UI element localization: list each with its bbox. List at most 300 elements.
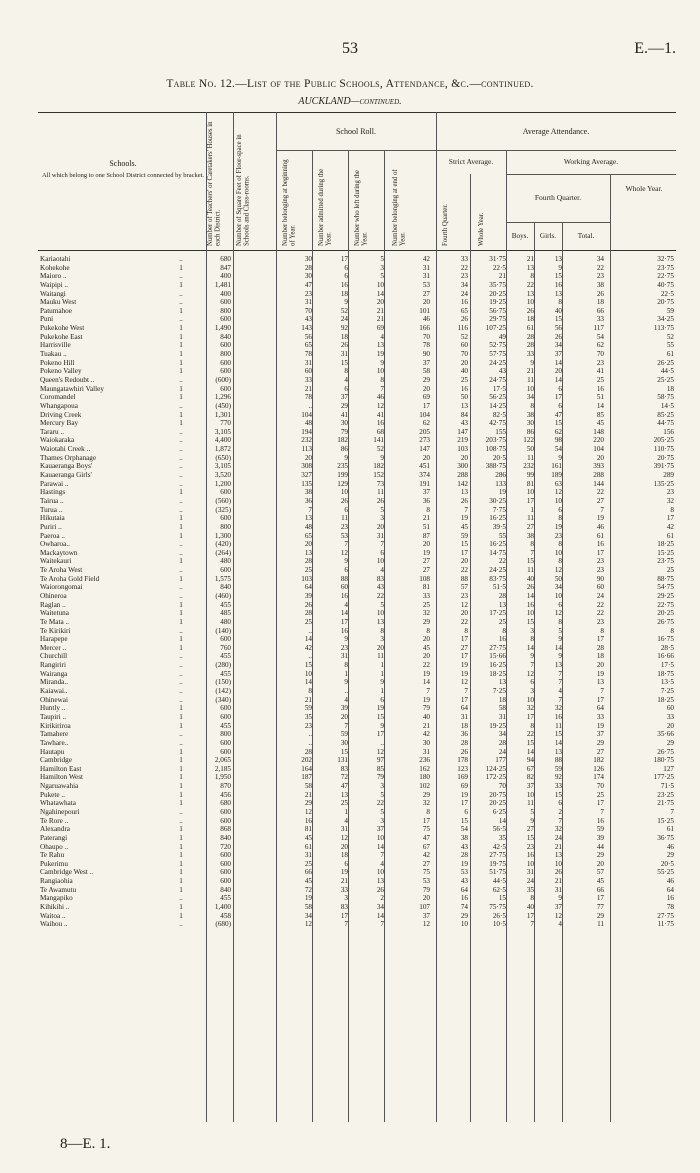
working-whole-year: 11·75 [657,920,674,929]
table-row [38,635,676,644]
working-whole-year: 55 [666,341,674,350]
floor-space: (340) [215,695,231,704]
roll-end: 108 [419,574,430,583]
roll-admitted: 199 [337,471,348,480]
strict-whole-year: 14·75 [489,548,506,557]
working-total: 25 [596,790,604,799]
school-name: Whatawhata [40,799,76,808]
roll-left: 8 [380,375,384,384]
strict-fourth-quarter: 20 [460,453,468,462]
school-name: Mercury Bay [40,419,79,428]
roll-admitted: 182 [337,436,348,445]
floor-space: 400 [220,289,231,298]
roll-left: 14 [376,289,384,298]
working-boys: 21 [526,367,534,376]
table-row [38,817,676,826]
floor-space: (680) [215,920,231,929]
floor-space: 600 [220,747,231,756]
teachers-houses: 1 [179,851,183,860]
roll-admitted: 3 [344,894,348,903]
working-whole-year: 20·75 [657,453,674,462]
working-total: 7 [600,687,604,696]
roll-end: 67 [422,842,430,851]
roll-left: 12 [376,401,384,410]
roll-left: 31 [376,531,384,540]
roll-admitted: 79 [340,427,348,436]
school-name: Tararu .. [40,427,65,436]
roll-left: 43 [376,583,384,592]
floor-space: 800 [220,522,231,531]
roll-end: 27 [422,557,430,566]
roll-beginning: 25 [304,859,312,868]
working-boys: 6 [530,678,534,687]
roll-end: 79 [422,885,430,894]
school-name: Te Aroha Gold Field [40,574,100,583]
strict-whole-year: 16 [498,635,506,644]
teachers-houses: .. [179,583,183,592]
floor-space: (460) [215,591,231,600]
working-total: 393 [593,462,604,471]
roll-admitted: 18 [340,851,348,860]
floor-space: 840 [220,583,231,592]
strict-average-header: Strict Average. [448,157,494,166]
strict-whole-year: 108·75 [485,445,506,454]
working-girls: 23 [554,531,562,540]
roll-admitted: 25 [340,799,348,808]
table-row [38,419,676,428]
working-total: 26 [596,289,604,298]
roll-beginning: 38 [304,488,312,497]
floor-space: 600 [220,704,231,713]
working-total: 20 [596,661,604,670]
strict-fourth-quarter: 20 [460,609,468,618]
roll-end: 87 [422,531,430,540]
working-boys: 10 [526,790,534,799]
strict-whole-year: 51·5 [492,583,506,592]
roll-beginning-header: Number belonging at beginning of Year. [282,159,297,246]
table-row [38,290,676,299]
working-boys: 17 [526,496,534,505]
working-girls: 7 [558,816,562,825]
working-whole-year: 25 [666,566,674,575]
roll-beginning: 308 [301,462,312,471]
roll-admitted: 10 [340,488,348,497]
roll-beginning: 202 [301,756,312,765]
strict-fourth-quarter: 300 [457,462,468,471]
strict-fourth-quarter: 59 [460,531,468,540]
working-boys: 35 [526,885,534,894]
teachers-houses: 1 [179,332,183,341]
school-name: Taupiri .. [40,712,67,721]
roll-end: 81 [422,583,430,592]
roll-left: 34 [376,903,384,912]
table-row [38,627,676,636]
floor-space: 600 [220,488,231,497]
floor-space: 600 [220,384,231,393]
working-total: 59 [596,825,604,834]
school-name: Te Mata .. [40,617,70,626]
floor-space: 3,105 [214,427,231,436]
floor-space: 1,296 [214,393,231,402]
strict-fourth-quarter: 19 [460,669,468,678]
roll-beginning: .. [308,626,312,635]
working-total: 117 [593,324,604,333]
school-name: Waitoa .. [40,911,66,920]
working-boys: 27 [526,522,534,531]
strict-fourth-quarter: 7 [464,505,468,514]
school-name: Turua .. [40,505,63,514]
table-row [38,324,676,333]
roll-beginning: 59 [304,704,312,713]
strict-fourth-quarter: 19 [460,661,468,670]
school-name: Te Kirikiri [40,626,71,635]
roll-end: 62 [422,419,430,428]
roll-admitted: 9 [344,453,348,462]
roll-end: 21 [422,721,430,730]
working-girls: 9 [558,453,562,462]
strict-fourth-quarter: 34 [460,280,468,289]
school-name: Waitekauri [40,557,72,566]
roll-admitted: 4 [344,816,348,825]
strict-fourth-quarter: 64 [460,885,468,894]
working-whole-year: 14·5 [660,401,674,410]
fourth-quarter-rule [506,222,610,223]
strict-whole-year: 26·5 [492,911,506,920]
floor-space: 1,490 [214,324,231,333]
strict-fourth-quarter: 27 [460,643,468,652]
strict-whole-year: 44·5 [492,877,506,886]
teachers-houses: .. [179,661,183,670]
floor-space: 840 [220,332,231,341]
strict-whole-year: 27·75 [489,643,506,652]
working-girls: 16 [554,280,562,289]
strict-fourth-quarter: 17 [460,695,468,704]
strict-whole-year: 133 [495,479,506,488]
roll-end: 75 [422,825,430,834]
working-total: 33 [596,315,604,324]
school-name: Cambridge West .. [40,868,94,877]
working-whole-year: 16 [666,894,674,903]
working-boys: 38 [526,531,534,540]
strict-whole-year: 18 [498,695,506,704]
strict-fourth-quarter: 57 [460,583,468,592]
working-boys: 9 [530,358,534,367]
working-whole-year: 26·75 [657,617,674,626]
roll-end: 29 [422,375,430,384]
working-total: 23 [596,358,604,367]
school-name: Ngaruawahia [40,782,79,791]
teachers-houses: .. [179,298,183,307]
strict-whole-year: 20·75 [489,790,506,799]
table-row [38,618,676,627]
strict-fourth-quarter: 10 [460,920,468,929]
working-boys: 15 [526,833,534,842]
working-whole-year: 88·75 [657,574,674,583]
working-boys: 11 [527,453,534,462]
roll-left: 10 [376,557,384,566]
strict-fourth-quarter: 8 [464,626,468,635]
roll-left: 10 [376,367,384,376]
working-boys: 94 [526,756,534,765]
strict-whole-year: 286 [495,471,506,480]
school-name: Paterangi [40,833,68,842]
teachers-houses: 1 [179,903,183,912]
working-boys: 10 [526,488,534,497]
roll-admitted: 17 [340,255,348,263]
roll-beginning: 58 [304,782,312,791]
working-boys: 11 [527,566,534,575]
strict-fourth-quarter: 50 [460,393,468,402]
school-name: Waitangi [40,289,66,298]
working-girls: 63 [554,479,562,488]
table-row [38,575,676,584]
roll-admitted: 9 [344,678,348,687]
working-total: 18 [596,652,604,661]
school-name: Raglan .. [40,600,66,609]
roll-end: 8 [426,505,430,514]
roll-left: 7 [380,851,384,860]
table-row [38,367,676,376]
school-name: Waipipi .. [40,280,68,289]
strict-whole-year: 52·75 [489,341,506,350]
roll-beginning: 23 [304,289,312,298]
roll-beginning: 45 [304,877,312,886]
strict-whole-year-header: Whole Year. [478,212,485,246]
working-girls: 6 [558,600,562,609]
roll-admitted: 41 [340,410,348,419]
roll-end: 42 [422,851,430,860]
school-name: Waiorongomai [40,583,83,592]
table-row [38,756,676,765]
strict-whole-year: 13 [498,678,506,687]
working-whole-year: 46 [666,842,674,851]
roll-end: 27 [422,566,430,575]
floor-space: 600 [220,877,231,886]
working-whole-year: 20·5 [660,859,674,868]
working-total: 22 [596,609,604,618]
working-whole-year: 28·5 [660,643,674,652]
roll-end: 37 [422,911,430,920]
working-total: 17 [596,799,604,808]
working-total: 77 [596,903,604,912]
teachers-houses-header: Number of Teachers' or Caretakers' Houses in each District. [207,121,222,246]
school-name: Mangapiko [40,894,73,903]
working-whole-year: 17·5 [660,661,674,670]
strict-whole-year: 24·25 [489,566,506,575]
working-total: 41 [596,367,604,376]
roll-left: 7 [380,540,384,549]
strict-whole-year: 6·25 [492,808,506,816]
roll-beginning: 16 [304,816,312,825]
table-row [38,272,676,281]
roll-admitted: 47 [340,782,348,791]
roll-beginning: 43 [304,315,312,324]
working-total: 60 [596,583,604,592]
roll-beginning: 19 [304,894,312,903]
roll-left: 5 [380,790,384,799]
roll-beginning: 33 [304,375,312,384]
table-row [38,687,676,696]
roll-admitted: 20 [340,712,348,721]
roll-admitted: 52 [340,306,348,315]
working-boys: 33 [526,350,534,359]
roll-beginning: 113 [301,445,312,454]
working-girls: 12 [554,911,562,920]
working-whole-year: 26·25 [657,358,674,367]
working-whole-year: 44·5 [660,367,674,376]
roll-admitted: 12 [340,833,348,842]
working-whole-year: 71·5 [660,782,674,791]
working-boys: 13 [526,263,534,272]
roll-beginning: 31 [304,851,312,860]
roll-admitted: 14 [340,609,348,618]
table-row [38,748,676,757]
working-girls: 9 [558,635,562,644]
roll-left: 19 [376,704,384,713]
working-average-header: Working Average. [563,157,619,166]
roll-beginning: 30 [304,255,312,263]
table-row [38,791,676,800]
working-total: 38 [596,280,604,289]
working-girls: 13 [554,255,562,263]
teachers-houses: 1 [179,782,183,791]
working-girls: 34 [554,341,562,350]
strict-whole-year: 14 [498,816,506,825]
floor-space: 4,400 [214,436,231,445]
school-name: Wairanga [40,669,68,678]
school-name: Ohineroa [40,591,67,600]
floor-space: 868 [220,825,231,834]
strict-fourth-quarter: 142 [457,479,468,488]
roll-end: 27 [422,859,430,868]
floor-space: 600 [220,738,231,747]
working-whole-year: 59 [666,306,674,315]
strict-fourth-quarter: 33 [460,255,468,263]
working-boys: 8 [530,894,534,903]
table-row [38,713,676,722]
strict-whole-year: 28 [498,738,506,747]
working-whole-year: 18·25 [657,540,674,549]
strict-fourth-quarter: 40 [460,367,468,376]
teachers-houses: 1 [179,419,183,428]
working-whole-year: 8 [670,505,674,514]
table-row [38,652,676,661]
roll-left: 1 [380,669,384,678]
roll-end: 162 [419,764,430,773]
roll-admitted: 24 [340,315,348,324]
floor-space: 400 [220,272,231,281]
strict-whole-year: 27·75 [489,851,506,860]
table-row [38,808,676,817]
floor-space: 600 [220,358,231,367]
table-row [38,298,676,307]
working-girls: 4 [558,920,562,929]
roll-left: 22 [376,591,384,600]
strict-fourth-quarter: 12 [460,678,468,687]
strict-fourth-quarter: 12 [460,600,468,609]
strict-fourth-quarter-header: Fourth Quarter. [442,204,449,246]
teachers-houses: 1 [179,410,183,419]
table-row [38,359,676,368]
roll-left: 3 [380,263,384,272]
roll-end: 58 [422,367,430,376]
roll-end: 8 [426,626,430,635]
table-row [38,877,676,886]
roll-end: 374 [419,471,430,480]
roll-end: 33 [422,591,430,600]
working-whole-year: 60 [666,704,674,713]
strict-whole-year: 14·25 [489,401,506,410]
floor-space: 3,520 [214,471,231,480]
strict-fourth-quarter: 169 [457,773,468,782]
working-total: 144 [593,479,604,488]
roll-beginning: 36 [304,496,312,505]
working-total: 17 [596,894,604,903]
floor-space: (280) [215,661,231,670]
floor-space: (600) [215,375,231,384]
working-boys: 7 [530,661,534,670]
strict-whole-year: 31 [498,712,506,721]
roll-left: 182 [373,462,384,471]
teachers-houses: 1 [179,868,183,877]
roll-end: 31 [422,272,430,281]
roll-admitted: 131 [337,756,348,765]
table-row [38,307,676,316]
strict-whole-year: 43 [498,367,506,376]
roll-left: 79 [376,773,384,782]
working-whole-year: 54·75 [657,583,674,592]
working-total: 37 [596,730,604,739]
roll-admitted: 26 [340,496,348,505]
strict-whole-year: 177 [495,756,506,765]
working-whole-year: 33 [666,712,674,721]
working-total: 33 [596,712,604,721]
teachers-houses: .. [179,894,183,903]
working-boys: 14 [526,747,534,756]
working-boys: 10 [526,695,534,704]
roll-left: 83 [376,574,384,583]
teachers-houses: .. [179,687,183,696]
teachers-houses: .. [179,401,183,410]
floor-space: (264) [215,548,231,557]
page-number: 53 [342,40,358,57]
working-boys: 11 [527,514,534,523]
working-girls: 11 [555,721,562,730]
working-girls: 33 [554,782,562,791]
roll-beginning: 34 [304,911,312,920]
roll-left: 68 [376,427,384,436]
working-whole-year: 35·66 [657,730,674,739]
working-whole-year: 18 [666,384,674,393]
roll-beginning: 65 [304,531,312,540]
teachers-houses: 1 [179,609,183,618]
floor-space: 600 [220,298,231,307]
working-boys: 3 [530,626,534,635]
floor-space: (650) [215,453,231,462]
roll-beginning: 39 [304,591,312,600]
floor-space: (325) [215,505,231,514]
roll-end-header: Number belonging at end of Year. [392,169,407,246]
working-girls: 98 [554,436,562,445]
table-row [38,704,676,713]
working-whole-year-header: Whole Year. [625,184,663,193]
roll-end: 69 [422,393,430,402]
table-row [38,506,676,515]
working-whole-year: 25·25 [657,375,674,384]
floor-space: (420) [215,540,231,549]
school-name: Hautapu [40,747,65,756]
school-name: Te Rore .. [40,816,69,825]
